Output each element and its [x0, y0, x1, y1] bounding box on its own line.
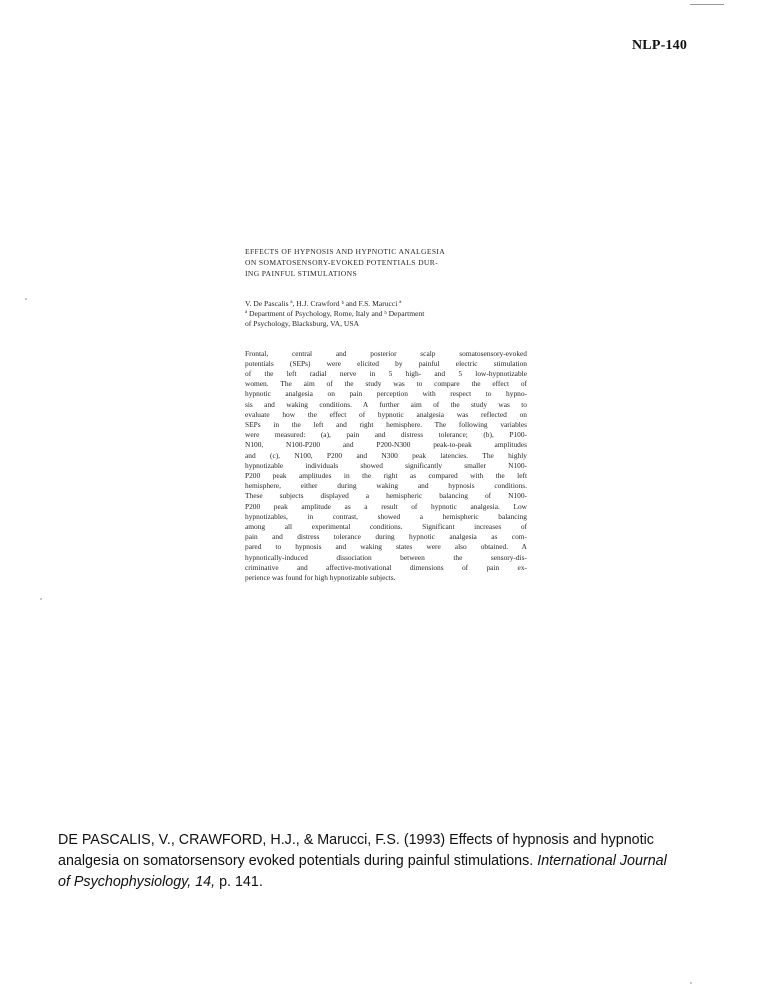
scan-mark: [690, 4, 724, 5]
abstract-line: P200 peak amplitudes in the right as compared with the left: [245, 471, 527, 481]
abstract-line: These subjects displayed a hemispheric balancing of N100-: [245, 491, 527, 501]
abstract-line: perience was found for high hypnotizable subjects.: [245, 573, 396, 583]
abstract-line: evaluate how the effect of hypnotic analgesia was reflected on: [245, 409, 527, 419]
citation-text: analgesia on somatorsensory evoked potentials during painful stimulations.: [58, 853, 538, 869]
scan-speck: [40, 598, 42, 600]
abstract-line: women. The aim of the study was to compare the effect of: [245, 379, 527, 389]
journal-volume: of Psychophysiology, 14,: [58, 874, 216, 890]
abstract-line: among all experimental conditions. Significant increases of: [245, 522, 527, 532]
journal-name: International Journal: [537, 853, 667, 869]
citation-line: DE PASCALIS, V., CRAWFORD, H.J., & Marucci, F.S. (1993) Effects of hypnosis and hypnotic: [58, 832, 654, 848]
abstract-line: potentials (SEPs) were elicited by painful electric stimulation: [245, 358, 527, 368]
citation-line: [58, 872, 748, 893]
abstract-line: hypnotically-induced dissociation between the sensory-dis-: [245, 552, 527, 562]
scan-speck: [690, 982, 692, 984]
citation-block: [58, 830, 748, 893]
abstract-block: [245, 246, 527, 583]
abstract-line: P200 peak amplitude as a result of hypnotic analgesia. Low: [245, 501, 527, 511]
title-line: ING PAINFUL STIMULATIONS: [245, 269, 358, 278]
author-line: V. De Pascalis ª, H.J. Crawford ᵇ and F.S. Marucci ª: [245, 299, 402, 308]
abstract-line: pared to hypnosis and waking states were also obtained. A: [245, 542, 527, 552]
author-affiliations: [245, 299, 527, 330]
abstract-line: of the left radial nerve in 5 high- and 5 low-hypnotizable: [245, 369, 527, 379]
citation-line: [58, 851, 748, 872]
abstract-line: and (c), N100, P200 and N300 peak latencies. The highly: [245, 450, 527, 460]
abstract-line: hypnotizable individuals showed significantly smaller N100-: [245, 460, 527, 470]
title-line: EFFECTS OF HYPNOSIS AND HYPNOTIC ANALGESIA: [245, 247, 446, 256]
abstract-line: were measured: (a), pain and distress tolerance; (b), P100-: [245, 430, 527, 440]
abstract-line: hemisphere, either during waking and hypnosis conditions.: [245, 481, 527, 491]
citation-pages: p. 141.: [215, 874, 263, 890]
abstract-line: pain and distress tolerance during hypnotic analgesia as com-: [245, 532, 527, 542]
abstract-line: Frontal, central and posterior scalp somatosensory-evoked: [245, 348, 527, 358]
scan-speck: [25, 298, 27, 300]
abstract-line: criminative and affective-motivational dimensions of pain ex-: [245, 562, 527, 572]
title-line: ON SOMATOSENSORY-EVOKED POTENTIALS DUR-: [245, 258, 439, 267]
abstract-line: hypnotic analgesia on pain perception with respect to hypno-: [245, 389, 527, 399]
abstract-line: SEPs in the left and right hemisphere. The following variables: [245, 420, 527, 430]
affiliation-line: of Psychology, Blacksburg, VA, USA: [245, 319, 360, 329]
abstract-body: [245, 349, 527, 584]
abstract-line: sis and waking conditions. A further aim of the study was to: [245, 399, 527, 409]
abstract-line: N100, N100-P200 and P200-N300 peak-to-peak amplitudes: [245, 440, 527, 450]
article-title: [245, 246, 527, 279]
affiliation-line: ª Department of Psychology, Rome, Italy and ᵇ Department: [245, 309, 425, 319]
abstract-line: hypnotizables, in contrast, showed a hemispheric balancing: [245, 511, 527, 521]
document-id: NLP-140: [632, 38, 688, 53]
